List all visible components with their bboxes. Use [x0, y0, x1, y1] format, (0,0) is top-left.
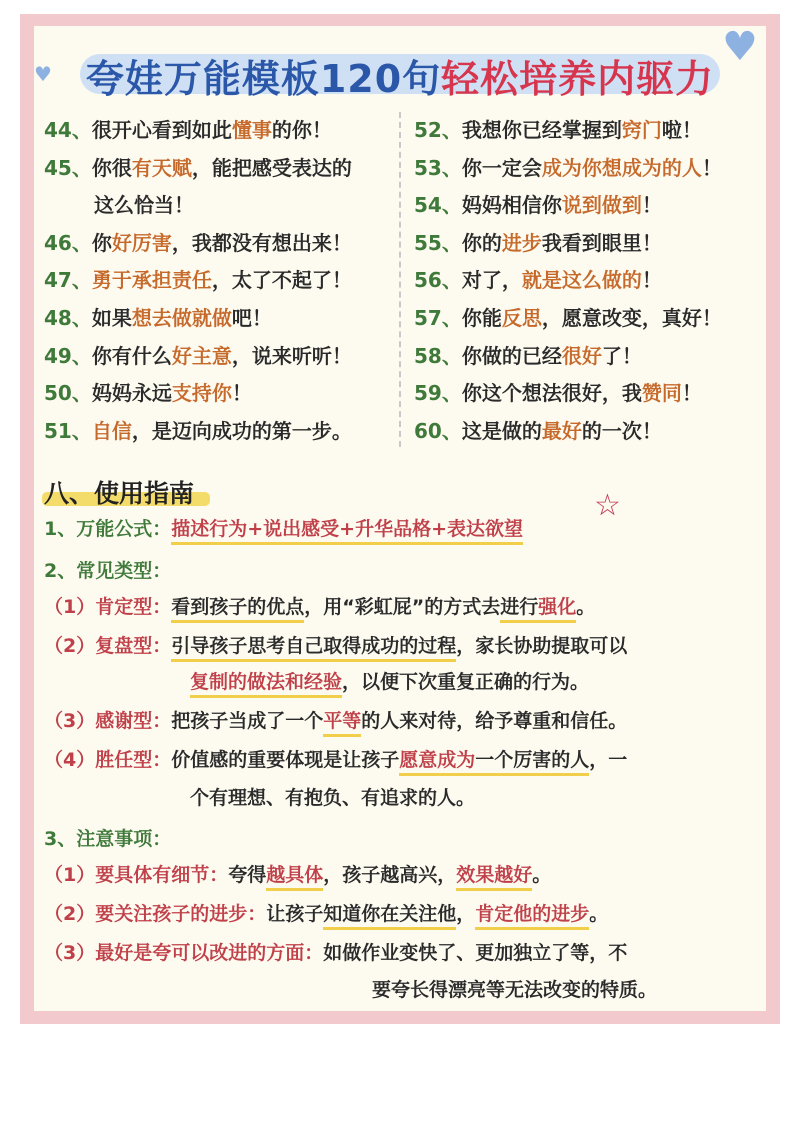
text: 。	[576, 596, 596, 618]
highlight: 赞同	[641, 381, 682, 406]
text: 你一定会	[461, 155, 542, 180]
text: ！	[231, 381, 252, 406]
highlight: 平等	[323, 710, 361, 737]
list-item	[414, 112, 764, 150]
item-number: 57、	[414, 305, 462, 330]
text: 看到孩子的优点	[171, 596, 304, 623]
note-label: （2）要关注孩子的进步：	[44, 903, 267, 925]
title-part1: 夸娃万能模板120句	[85, 57, 442, 101]
item-number: 59、	[414, 381, 462, 406]
text: ，一	[589, 749, 628, 771]
star-icon: ☆	[594, 488, 621, 523]
highlight: 最好	[541, 418, 582, 443]
text: ，孩子越高兴，	[323, 864, 457, 886]
highlight: 进步	[501, 230, 542, 255]
type-label: （3）感谢型：	[44, 710, 172, 732]
item-number: 52、	[414, 118, 462, 142]
item-number: 45、	[44, 155, 92, 180]
text: 。	[532, 864, 552, 886]
formula-text: 描述行为+说出感受+升华品格+表达欲望	[171, 518, 523, 545]
text: ，是迈向成功的第一步。	[131, 418, 352, 443]
highlight: 肯定他的进步	[475, 903, 589, 930]
list-item	[414, 150, 764, 188]
list-item	[414, 375, 764, 413]
text: 价值感的重要体现是让孩子	[171, 749, 400, 771]
highlight: 说到做到	[561, 193, 642, 218]
text: 把孩子当成了一个	[171, 710, 324, 732]
section-title: 八、使用指南	[44, 479, 195, 508]
text: 的一次！	[581, 418, 662, 443]
text: 了！	[601, 343, 642, 368]
text: 你很	[91, 155, 132, 180]
item-number: 46、	[44, 230, 92, 255]
item-number: 60、	[414, 418, 462, 443]
note-improvable	[44, 939, 627, 967]
highlight: 反思	[501, 305, 542, 330]
item-number: 47、	[44, 268, 92, 293]
list-item	[44, 338, 394, 376]
item-number: 44、	[44, 118, 92, 142]
highlight: 想去做就做	[131, 305, 232, 330]
highlight: 就是这么做的	[521, 268, 642, 293]
list-item	[44, 112, 394, 150]
note-improvable-cont: 要夸长得漂亮等无法改变的特质。	[372, 979, 658, 1001]
type-thanks	[44, 707, 627, 735]
types-title: 2、常见类型：	[44, 560, 172, 582]
text: 我看到眼里！	[541, 230, 662, 255]
list-item	[414, 187, 764, 225]
list-item	[44, 413, 394, 451]
text: ！	[641, 193, 662, 218]
note-label: （3）最好是夸可以改进的方面：	[44, 942, 324, 964]
text: 妈妈永远	[91, 381, 172, 406]
text: 的你！	[271, 118, 332, 142]
list-item	[44, 225, 394, 263]
title-banner	[80, 42, 720, 104]
text: ！	[701, 155, 722, 180]
item-number: 48、	[44, 305, 92, 330]
highlight: 懂事	[231, 118, 272, 142]
text: ，愿意改变，真好！	[541, 305, 722, 330]
text: 让孩子	[266, 903, 324, 925]
list-item-continuation	[44, 187, 394, 225]
highlight: 好厉害	[111, 230, 172, 255]
text: 一个厉害的人	[475, 749, 589, 776]
text: 的人来对待，给予尊重和信任。	[361, 710, 628, 732]
text: ，家长协助提取可以	[456, 635, 628, 657]
formula-label: 1、万能公式：	[44, 518, 172, 540]
text: 你这个想法很好，我	[461, 381, 642, 406]
text: 。	[589, 903, 609, 925]
text: 进行	[500, 596, 538, 623]
column-divider	[399, 112, 401, 447]
list-item	[414, 225, 764, 263]
text: 对了，	[461, 268, 522, 293]
text: ，用“彩虹屁”的方式去	[304, 596, 501, 618]
item-number: 56、	[414, 268, 462, 293]
left-phrase-list	[44, 112, 394, 450]
list-item	[44, 150, 394, 188]
heart-icon: ♥	[722, 24, 758, 70]
text: ，能把感受表达的	[191, 155, 352, 180]
highlight: 自信	[91, 418, 132, 443]
type-review-cont	[190, 668, 589, 696]
highlight: 窍门	[621, 118, 662, 142]
text: 你	[91, 230, 112, 255]
type-affirm	[44, 593, 595, 621]
item-number: 49、	[44, 343, 92, 368]
highlight: 愿意成为	[399, 749, 475, 776]
item-number: 54、	[414, 193, 462, 218]
text: 很开心看到如此	[91, 118, 232, 142]
text: 这是做的	[461, 418, 542, 443]
text: 啦！	[661, 118, 702, 142]
highlight: 很好	[561, 343, 602, 368]
highlight: 好主意	[171, 343, 232, 368]
item-number: 58、	[414, 343, 462, 368]
note-specific	[44, 861, 551, 889]
list-item	[414, 413, 764, 451]
text: 吧！	[231, 305, 272, 330]
text: 你能	[461, 305, 502, 330]
item-number: 50、	[44, 381, 92, 406]
type-competent	[44, 746, 627, 774]
notes-title: 3、注意事项：	[44, 828, 172, 850]
highlight: 有天赋	[131, 155, 192, 180]
list-item	[44, 375, 394, 413]
text: 夸得	[228, 864, 267, 886]
note-progress	[44, 900, 608, 928]
item-number: 51、	[44, 418, 92, 443]
text: 这么恰当！	[94, 193, 194, 218]
text: 如做作业变快了、更加独立了等，不	[323, 942, 628, 964]
text: 引导孩子思考自己取得成功的过程	[171, 635, 456, 662]
right-phrase-list	[414, 112, 764, 450]
type-competent-cont: 个有理想、有抱负、有追求的人。	[190, 787, 476, 809]
formula-line	[44, 515, 523, 543]
text: ，	[456, 903, 476, 925]
text: ，以便下次重复正确的行为。	[342, 671, 590, 693]
heart-icon: ♥	[34, 62, 52, 86]
type-label: （2）复盘型：	[44, 635, 172, 657]
note-label: （1）要具体有细节：	[44, 864, 229, 886]
list-item	[44, 300, 394, 338]
text: 知道你在关注他	[323, 903, 456, 930]
type-label: （4）胜任型：	[44, 749, 172, 771]
text: ！	[681, 381, 702, 406]
text: 如果	[91, 305, 132, 330]
highlight: 越具体	[266, 864, 323, 891]
text: 妈妈相信你	[461, 193, 562, 218]
title-part2: 轻松培养内驱力	[441, 57, 715, 101]
text: 你的	[461, 230, 502, 255]
highlight: 支持你	[171, 381, 232, 406]
list-item	[414, 300, 764, 338]
highlight: 复制的做法和经验	[190, 671, 342, 698]
text: ，太了不起了！	[211, 268, 352, 293]
list-item	[414, 262, 764, 300]
text: ，说来听听！	[231, 343, 352, 368]
highlight: 效果越好	[456, 864, 532, 891]
page-title	[80, 48, 720, 103]
text: 我想你已经掌握到	[461, 118, 622, 142]
highlight: 强化	[538, 596, 576, 623]
item-number: 53、	[414, 155, 462, 180]
text: 你做的已经	[461, 343, 562, 368]
text: ，我都没有想出来！	[171, 230, 352, 255]
list-item	[44, 262, 394, 300]
type-label: （1）肯定型：	[44, 596, 172, 618]
item-number: 55、	[414, 230, 462, 255]
list-item	[414, 338, 764, 376]
highlight: 成为你想成为的人	[541, 155, 702, 180]
text: 你有什么	[91, 343, 172, 368]
type-review	[44, 632, 627, 660]
text: ！	[641, 268, 662, 293]
highlight: 勇于承担责任	[91, 268, 212, 293]
